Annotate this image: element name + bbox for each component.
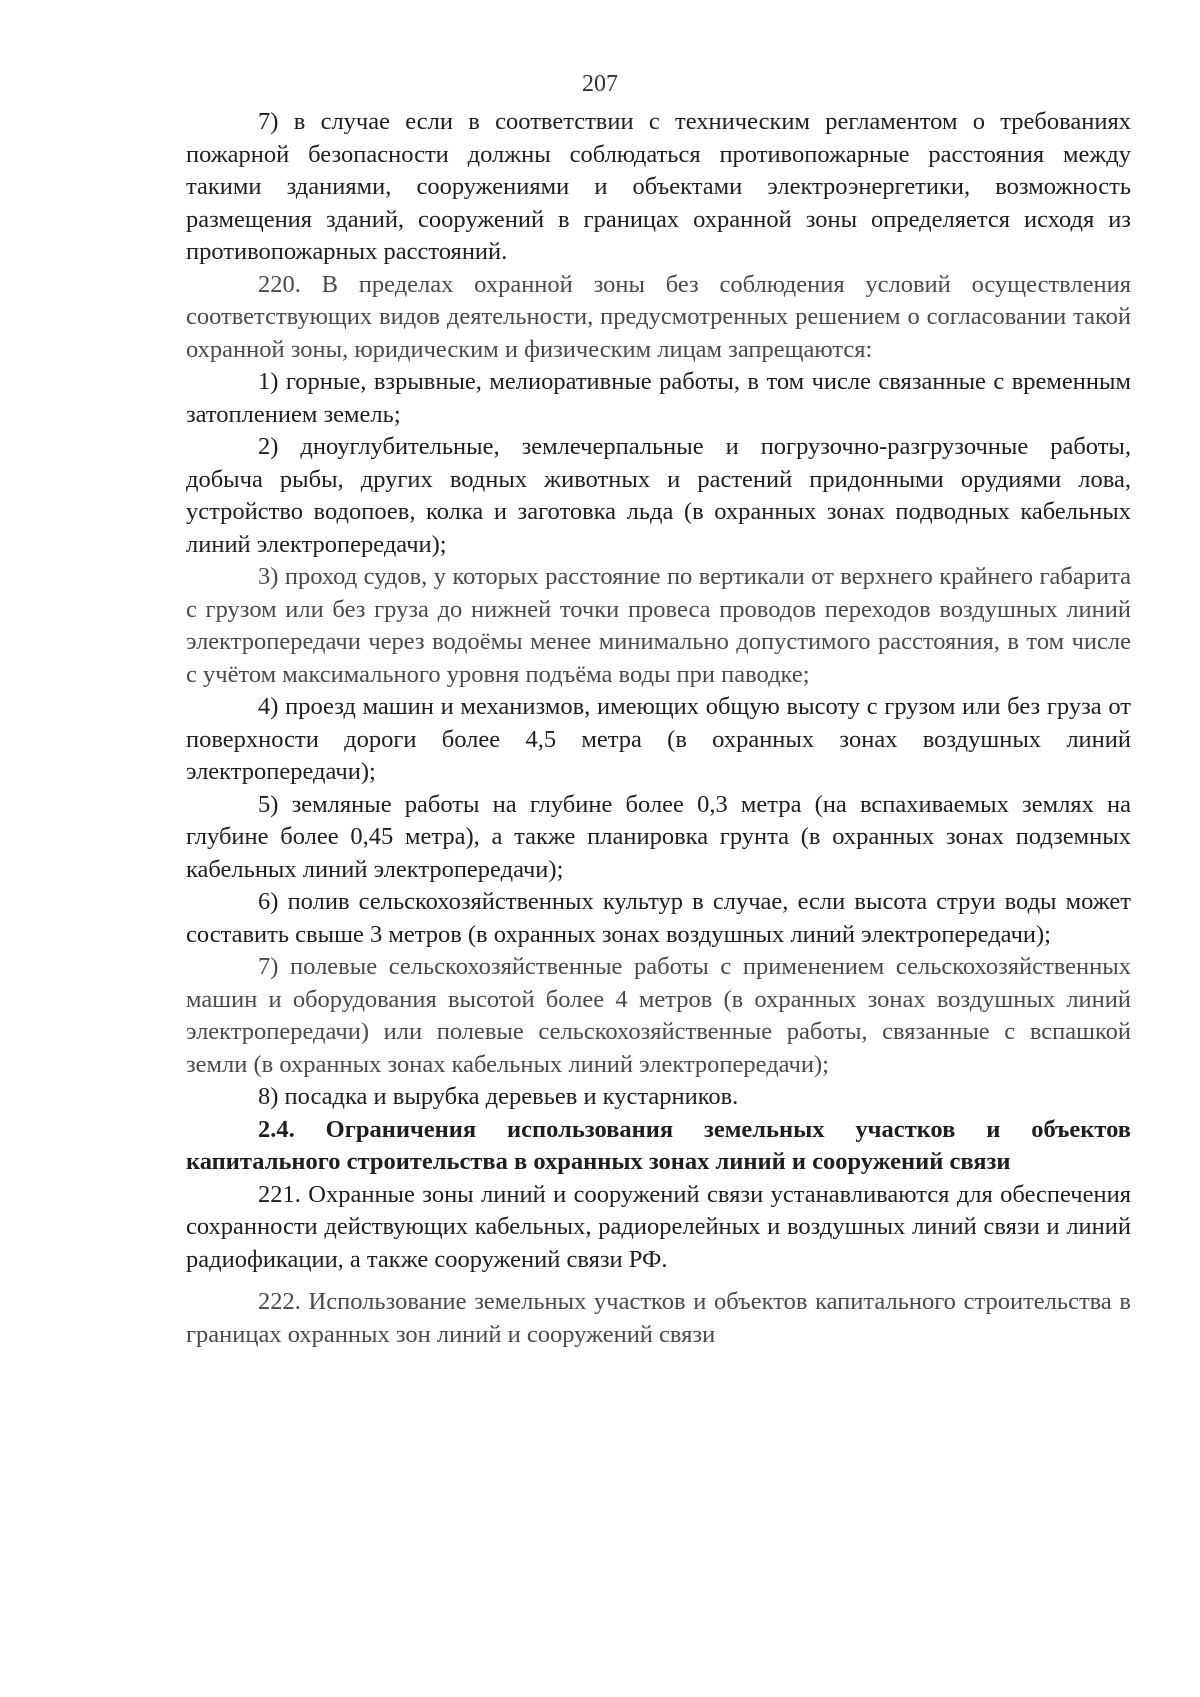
list-item-5: 5) земляные работы на глубине более 0,3 метра (на вспахиваемых землях на глубине более 0,45 метра), а также планировка грунта (в охранных зонах подземных кабельных линий электропередачи); bbox=[186, 790, 1131, 883]
list-item-8: 8) посадка и вырубка деревьев и кустарников. bbox=[258, 1083, 739, 1110]
section-heading-2-4: 2.4. Ограничения использования земельных участков и объектов капитального строительства в охранных зонах линий и сооружений связи bbox=[186, 1115, 1131, 1175]
list-item-6: 6) полив сельскохозяйственных культур в случае, если высота струи воды может составить свыше 3 метров (в охранных зонах воздушных линий электропередачи); bbox=[186, 888, 1131, 948]
paragraph-222: 222. Использование земельных участков и объектов капитального строительства в границах охранных зон линий и сооружений связи bbox=[186, 1288, 1131, 1348]
list-item-7: 7) полевые сельскохозяйственные работы с применением сельскохозяйственных машин и оборудования высотой более 4 метров (в охранных зонах воздушных линий электропередачи) или полевые сельскохозяйственные работы, связанные с вспашкой земли (в охранных зонах кабельных линий электропередачи); bbox=[186, 953, 1131, 1078]
paragraph-221: 221. Охранные зоны линий и сооружений связи устанавливаются для обеспечения сохранности действующих кабельных, радиорелейных и воздушных линий связи и линий радиофикации, а также сооружений связи РФ. bbox=[186, 1180, 1131, 1273]
list-item-2: 2) дноуглубительные, землечерпальные и погрузочно-разгрузочные работы, добыча рыбы, других водных животных и растений придонными орудиями лова, устройство водопоев, колка и заготовка льда (в охранных зонах подводных кабельных линий электропередачи); bbox=[186, 433, 1131, 558]
document-body bbox=[186, 106, 1131, 1351]
paragraph-item-7-fire-distances: 7) в случае если в соответствии с техническим регламентом о требованиях пожарной безопасности должны соблюдаться противопожарные расстояния между такими зданиями, сооружениями и объектами электроэнергетики, возможность размещения зданий, сооружений в границах охранной зоны определяется исходя из противопожарных расстояний. bbox=[186, 108, 1131, 265]
list-item-4: 4) проезд машин и механизмов, имеющих общую высоту с грузом или без груза от поверхности дороги более 4,5 метра (в охранных зонах воздушных линий электропередачи); bbox=[186, 693, 1131, 785]
page-number: 207 bbox=[582, 71, 618, 97]
list-item-3: 3) проход судов, у которых расстояние по вертикали от верхнего крайнего габарита с грузом или без груза до нижней точки провеса проводов переходов воздушных линий электропередачи через водоёмы менее минимально допустимого расстояния, в том числе с учётом максимального уровня подъёма воды при паводке; bbox=[186, 563, 1131, 688]
list-item-1: 1) горные, взрывные, мелиоративные работы, в том числе связанные с временным затоплением земель; bbox=[186, 368, 1131, 428]
paragraph-220: 220. В пределах охранной зоны без соблюдения условий осуществления соответствующих видов деятельности, предусмотренных решением о согласовании такой охранной зоны, юридическим и физическим лицам запрещаются: bbox=[186, 270, 1131, 363]
